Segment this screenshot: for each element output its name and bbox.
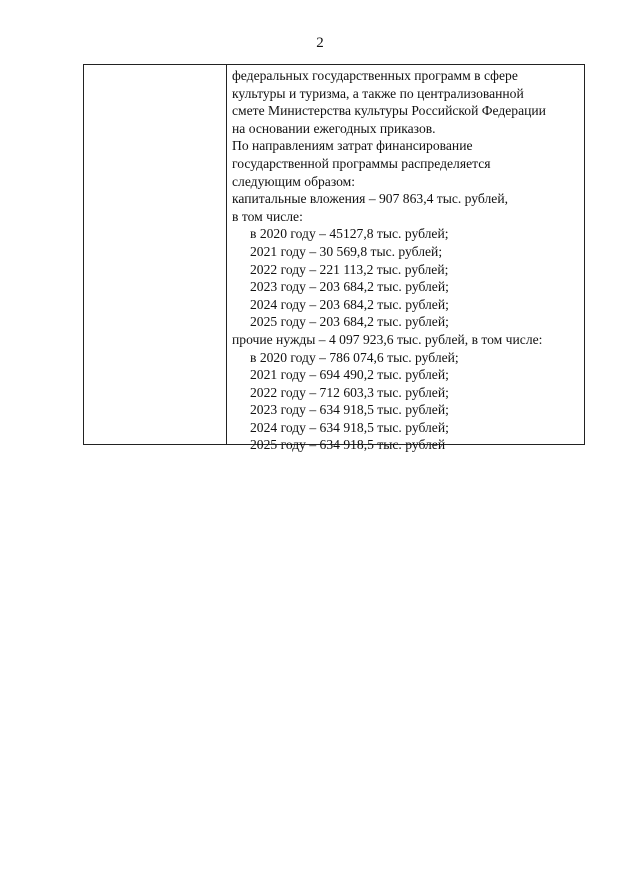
text-line: капитальные вложения – 907 863,4 тыс. рублей,: [232, 191, 508, 207]
text-line: следующим образом:: [232, 173, 356, 189]
table-right-cell: [227, 65, 584, 453]
text-line: 2023 году – 634 918,5 тыс. рублей;: [250, 402, 449, 418]
text-line: По направлениям затрат финансирование: [232, 138, 473, 154]
text-line: 2021 году – 30 569,8 тыс. рублей;: [250, 243, 443, 259]
text-line: 2025 году – 634 918,5 тыс. рублей: [250, 437, 446, 453]
page-number: 2: [316, 35, 324, 51]
text-line: смете Министерства культуры Российской Федерации: [232, 103, 546, 119]
text-line: 2022 году – 221 113,2 тыс. рублей;: [250, 261, 449, 277]
document-table: [83, 64, 585, 453]
text-line: федеральных государственных программ в сфере: [232, 68, 518, 83]
text-line: в 2020 году – 786 074,6 тыс. рублей;: [250, 349, 459, 365]
text-line: прочие нужды – 4 097 923,6 тыс. рублей, в том числе:: [232, 331, 543, 347]
text-line: на основании ежегодных приказов.: [232, 120, 436, 136]
text-line: 2024 году – 203 684,2 тыс. рублей;: [250, 296, 449, 312]
text-line: в 2020 году – 45127,8 тыс. рублей;: [250, 226, 449, 242]
text-line: 2024 году – 634 918,5 тыс. рублей;: [250, 419, 449, 435]
text-line: 2025 году – 203 684,2 тыс. рублей;: [250, 314, 449, 330]
text-line: 2022 году – 712 603,3 тыс. рублей;: [250, 384, 449, 400]
text-line: культуры и туризма, а также по централизованной: [232, 85, 524, 101]
text-line: 2021 году – 694 490,2 тыс. рублей;: [250, 367, 449, 383]
text-line: государственной программы распределяется: [232, 155, 491, 171]
table-left-cell: [84, 65, 227, 444]
text-line: в том числе:: [232, 208, 303, 224]
text-line: 2023 году – 203 684,2 тыс. рублей;: [250, 279, 449, 295]
